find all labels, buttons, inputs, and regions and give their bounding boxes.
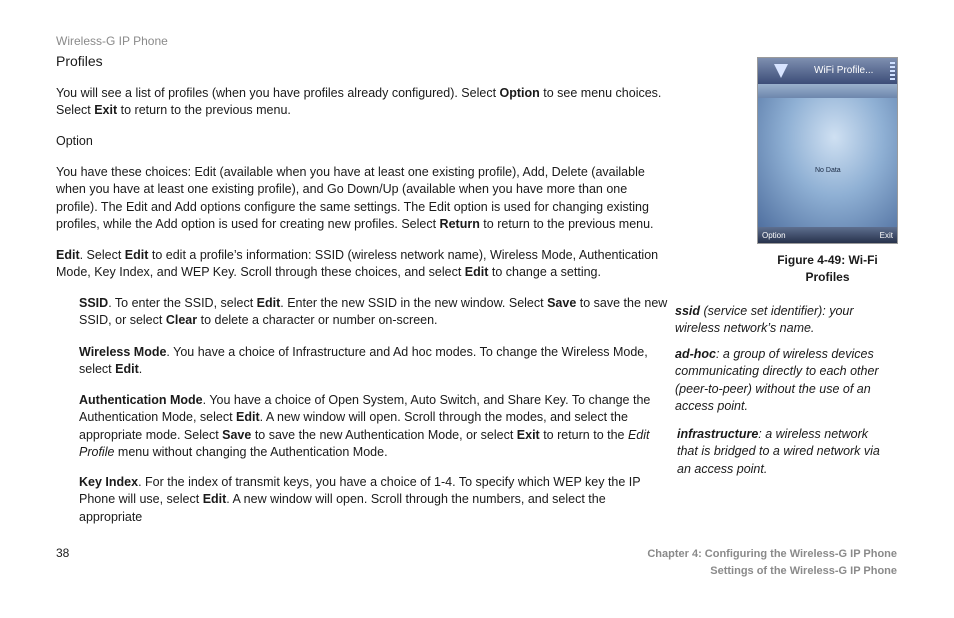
- paragraph-wireless-mode: Wireless Mode. You have a choice of Infrastructure and Ad hoc modes. To change the Wireless Mode, select Edit.: [79, 345, 648, 377]
- phone-screenshot: [757, 57, 898, 244]
- footer-chapter: Chapter 4: Configuring the Wireless-G IP Phone: [647, 548, 897, 560]
- phone-title-bar: [758, 58, 897, 84]
- phone-screen: [758, 98, 897, 229]
- glossary-ad-hoc: ad-hoc: a group of wireless devices communicating directly to each other (peer-to-peer) without the use of an access point.: [675, 347, 879, 413]
- section-title: Profiles: [56, 53, 103, 69]
- phone-no-data: No Data: [815, 167, 841, 174]
- option-heading: Option: [56, 134, 93, 148]
- phone-sub-bar: [758, 84, 897, 98]
- glossary-ssid: ssid (service set identifier): your wireless network’s name.: [675, 304, 854, 336]
- paragraph-option-choices: You have these choices: Edit (available when you have at least one existing profile), Add, Delete (available when you have at least one existing profile), and Go Down/Up (available when you have more than one profile). The Edit and Add options configure the same settings. The Edit option is used for changing existing profiles, while the Add option is used for creating new profiles. Select Return to return to the previous menu.: [56, 165, 654, 231]
- paragraph-authentication-mode: Authentication Mode. You have a choice of Open System, Auto Switch, and Share Key. To change the Authentication Mode, select Edit. A new window will open. Scroll through the modes, and select the appropriate mode. Select Save to save the new Authentication Mode, or select Exit to return to the Edit Profile menu without changing the Authentication Mode.: [79, 393, 651, 459]
- glossary-infrastructure: infrastructure: a wireless network that is bridged to a wired network via an access point.: [677, 427, 880, 476]
- phone-softkey-bar: [758, 227, 897, 243]
- phone-softkey-exit: Exit: [879, 231, 893, 240]
- page-number: 38: [56, 546, 70, 560]
- figure-caption: Figure 4-49: Wi-Fi Profiles: [777, 253, 878, 284]
- antenna-icon: [774, 64, 788, 78]
- phone-screen-title: WiFi Profile...: [814, 65, 874, 76]
- paragraph-profiles-intro: You will see a list of profiles (when you have profiles already configured). Select Option to see menu choices. Select Exit to return to the previous menu.: [56, 86, 662, 118]
- footer-section: Settings of the Wireless-G IP Phone: [710, 565, 897, 577]
- running-header: Wireless-G IP Phone: [56, 34, 168, 48]
- signal-icon: [890, 62, 895, 82]
- phone-softkey-option: Option: [762, 231, 786, 240]
- paragraph-key-index: Key Index. For the index of transmit keys, you have a choice of 1-4. To specify which WEP key the IP Phone will use, select Edit. A new window will open. Scroll through the numbers, and select the appropriate: [79, 475, 641, 524]
- paragraph-ssid: SSID. To enter the SSID, select Edit. Enter the new SSID in the new window. Select Save to save the new SSID, or select Clear to delete a character or number on-screen.: [79, 296, 668, 328]
- paragraph-edit: Edit. Select Edit to edit a profile’s information: SSID (wireless network name), Wireless Mode, Authentication Mode, Key Index, and WEP Key. Scroll through these choices, and select Edit to change a setting.: [56, 248, 659, 280]
